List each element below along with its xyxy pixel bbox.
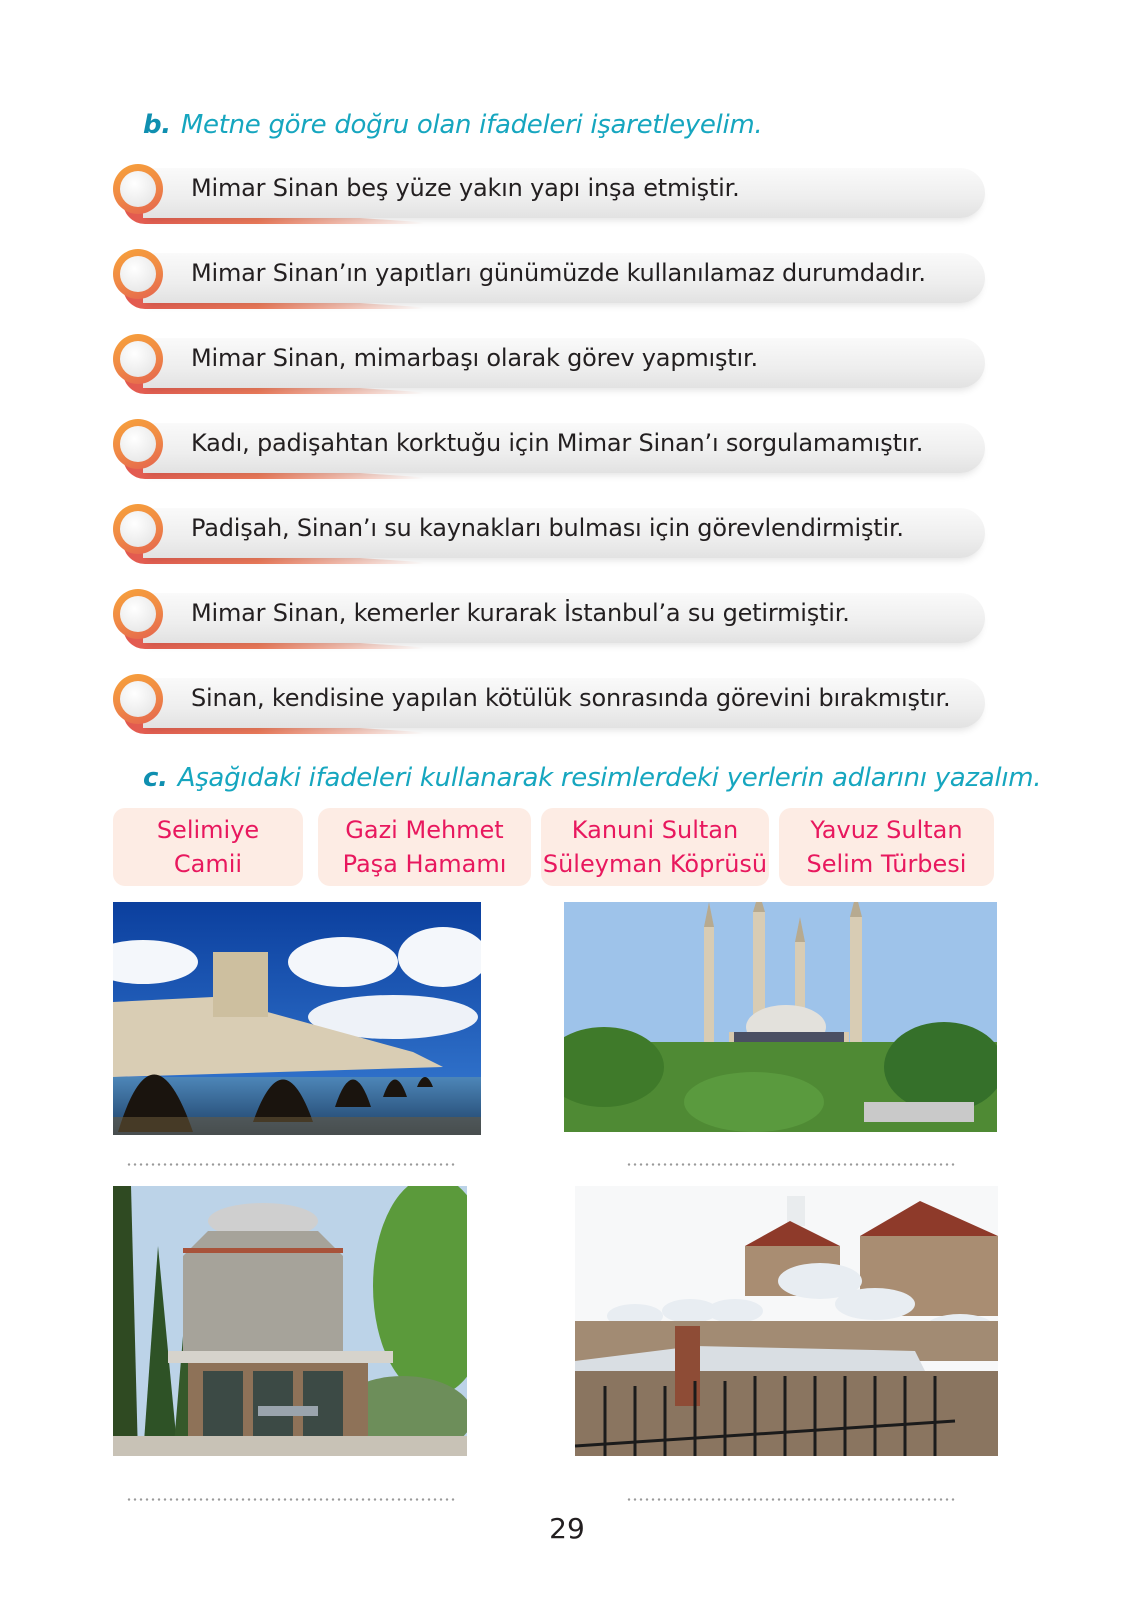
statement-text: Mimar Sinan, kemerler kurarak İstanbul’a su getirmiştir. <box>191 599 850 627</box>
statement-item-7 <box>113 674 985 736</box>
section-b-heading <box>143 110 762 140</box>
statement-item-4 <box>113 419 985 481</box>
photo-tomb <box>113 1186 467 1456</box>
answer-line-4[interactable] <box>626 1498 956 1501</box>
answer-line-3[interactable] <box>126 1498 456 1501</box>
chip-line: Kanuni Sultan <box>571 816 739 844</box>
statement-text: Mimar Sinan’ın yapıtları günümüzde kullanılamaz durumdadır. <box>191 259 926 287</box>
chip-line: Paşa Hamamı <box>342 850 507 878</box>
chip-line: Yavuz Sultan <box>810 816 963 844</box>
checkbox-circle-icon[interactable] <box>113 164 163 214</box>
word-chip-selimiye <box>113 808 303 886</box>
section-c-letter: c. <box>143 763 168 793</box>
statement-text: Mimar Sinan beş yüze yakın yapı inşa etmiştir. <box>191 174 740 202</box>
photo-mosque <box>564 902 997 1132</box>
bathhouse-image <box>575 1186 998 1456</box>
photo-bridge <box>113 902 481 1135</box>
statement-text: Mimar Sinan, mimarbaşı olarak görev yapmıştır. <box>191 344 758 372</box>
tomb-image <box>113 1186 467 1456</box>
checkbox-circle-icon[interactable] <box>113 419 163 469</box>
bridge-image <box>113 902 481 1135</box>
chip-line: Süleyman Köprüsü <box>542 850 768 878</box>
page-number: 29 <box>549 1512 585 1545</box>
checkbox-circle-icon[interactable] <box>113 334 163 384</box>
statement-item-2 <box>113 249 985 311</box>
answer-line-2[interactable] <box>626 1163 956 1166</box>
statement-item-3 <box>113 334 985 396</box>
word-chip-yavuz-sultan <box>779 808 994 886</box>
checkbox-circle-icon[interactable] <box>113 504 163 554</box>
section-b-instruction: Metne göre doğru olan ifadeleri işaretleyelim. <box>180 110 763 140</box>
answer-line-1[interactable] <box>126 1163 456 1166</box>
chip-line: Selim Türbesi <box>806 850 967 878</box>
chip-line: Camii <box>173 850 243 878</box>
statement-text: Sinan, kendisine yapılan kötülük sonrasında görevini bırakmıştır. <box>191 684 951 712</box>
photo-bathhouse <box>575 1186 998 1456</box>
checkbox-circle-icon[interactable] <box>113 589 163 639</box>
statement-text: Padişah, Sinan’ı su kaynakları bulması için görevlendirmiştir. <box>191 514 904 542</box>
word-bank <box>113 808 998 888</box>
section-c-heading <box>143 763 1041 793</box>
statement-item-1 <box>113 164 985 226</box>
word-chip-kanuni-sultan <box>541 808 769 886</box>
mosque-image <box>564 902 997 1132</box>
word-chip-gazi-mehmet <box>318 808 531 886</box>
chip-line: Gazi Mehmet <box>345 816 504 844</box>
section-c-instruction: Aşağıdaki ifadeleri kullanarak resimlerdeki yerlerin adlarını yazalım. <box>177 763 1042 793</box>
statement-item-5 <box>113 504 985 566</box>
checkbox-circle-icon[interactable] <box>113 249 163 299</box>
section-b-letter: b. <box>143 110 171 140</box>
checkbox-circle-icon[interactable] <box>113 674 163 724</box>
statement-item-6 <box>113 589 985 651</box>
statement-text: Kadı, padişahtan korktuğu için Mimar Sinan’ı sorgulamamıştır. <box>191 429 924 457</box>
chip-line: Selimiye <box>156 816 260 844</box>
